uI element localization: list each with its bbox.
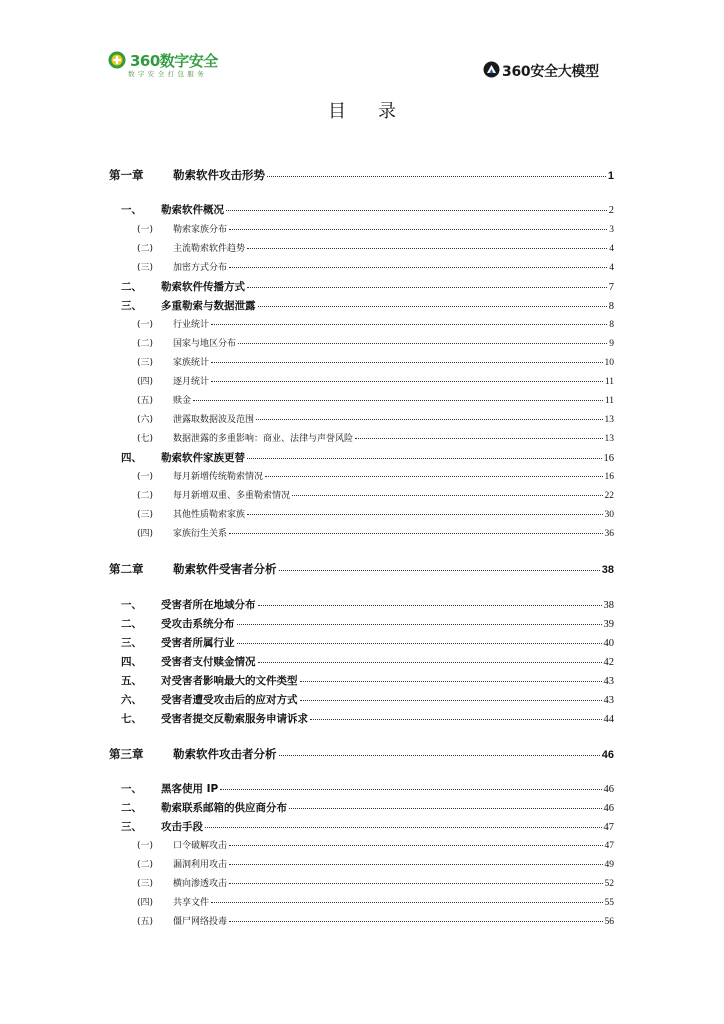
toc-entry-label: 勒索软件家族更替: [161, 452, 245, 464]
page-header: [0, 0, 724, 90]
toc-dot-leader: [355, 429, 602, 439]
toc-entry-page: 13: [604, 434, 614, 444]
toc-entry-sub[interactable]: [109, 507, 614, 520]
toc-entry-label: 每月新增传统勒索情况: [173, 472, 264, 482]
toc-entry-page: 1: [607, 170, 614, 182]
toc-entry-section[interactable]: [109, 616, 614, 631]
toc-entry-number: 第二章: [109, 562, 144, 576]
toc-entry-label: 僵尸网络投毒: [173, 917, 228, 927]
toc-dot-leader: [229, 524, 602, 534]
toc-entry-page: 2: [608, 205, 614, 216]
toc-entry-number: 一、: [121, 204, 142, 216]
toc-dot-leader: [211, 893, 602, 903]
toc-entry-section[interactable]: [109, 202, 614, 217]
toc-entry-page: 8: [608, 301, 614, 312]
shield-plus-icon: [108, 51, 126, 69]
toc-entry-number: (二): [137, 339, 154, 349]
toc-entry-label: 受攻击系统分布: [161, 618, 235, 630]
toc-entry-label: 受害者遭受攻击后的应对方式: [161, 694, 298, 706]
toc-dot-leader: [292, 486, 602, 496]
toc-dot-leader: [220, 780, 601, 790]
toc-entry-number: (三): [137, 358, 154, 368]
toc-entry-sub[interactable]: [109, 469, 614, 482]
toc-entry-label: 漏洞利用攻击: [173, 860, 228, 870]
toc-dot-leader: [247, 239, 607, 249]
toc-entry-section[interactable]: [109, 800, 614, 815]
toc-entry-number: 第一章: [109, 168, 144, 182]
toc-dot-leader: [310, 710, 602, 720]
toc-entry-section[interactable]: [109, 635, 614, 650]
toc-entry-sub[interactable]: [109, 431, 614, 444]
toc-entry-sub[interactable]: [109, 336, 614, 349]
toc-dot-leader: [237, 615, 602, 625]
toc-entry-page: 13: [604, 415, 614, 425]
toc-entry-section[interactable]: [109, 673, 614, 688]
toc-entry-page: 36: [604, 529, 614, 539]
toc-entry-sub[interactable]: [109, 914, 614, 927]
toc-entry-label: 勒索软件攻击形势: [173, 168, 265, 182]
toc-dot-leader: [205, 818, 602, 828]
toc-entry-page: 40: [603, 638, 614, 649]
toc-entry-section[interactable]: [109, 279, 614, 294]
toc-entry-number: (一): [137, 472, 154, 482]
toc-entry-number: 六、: [121, 694, 142, 706]
toc-entry-number: 一、: [121, 599, 142, 611]
toc-entry-sub[interactable]: [109, 393, 614, 406]
toc-dot-leader: [300, 672, 602, 682]
toc-entry-label: 泄露取数据波及范围: [173, 415, 255, 425]
toc-entry-label: 行业统计: [173, 320, 210, 330]
toc-entry-page: 46: [601, 749, 614, 761]
toc-entry-number: (二): [137, 860, 154, 870]
left-brand-name: 360数字安全: [130, 52, 218, 70]
toc-entry-number: (三): [137, 879, 154, 889]
toc-dot-leader: [193, 391, 603, 401]
toc-entry-sub[interactable]: [109, 412, 614, 425]
toc-entry-page: 16: [604, 472, 614, 482]
toc-entry-label: 受害者支付赎金情况: [161, 656, 256, 668]
toc-entry-section[interactable]: [109, 711, 614, 726]
toc-entry-label: 勒索软件攻击者分析: [173, 747, 277, 761]
toc-entry-label: 勒索家族分布: [173, 225, 228, 235]
toc-entry-page: 11: [604, 377, 614, 387]
toc-entry-label: 攻击手段: [161, 821, 203, 833]
toc-entry-number: 三、: [121, 821, 142, 833]
toc-entry-section[interactable]: [109, 819, 614, 834]
toc-dot-leader: [238, 334, 607, 344]
toc-entry-number: 二、: [121, 281, 142, 293]
toc-entry-label: 共享文件: [173, 898, 210, 908]
toc-entry-number: (五): [137, 396, 154, 406]
toc-entry-label: 勒索软件受害者分析: [173, 562, 277, 576]
toc-entry-section[interactable]: [109, 450, 614, 465]
toc-entry-sub[interactable]: [109, 260, 614, 273]
toc-entry-page: 46: [603, 803, 614, 814]
toc-entry-number: 三、: [121, 637, 142, 649]
toc-entry-page: 46: [603, 784, 614, 795]
toc-dot-leader: [265, 467, 602, 477]
toc-entry-page: 11: [604, 396, 614, 406]
toc-entry-label: 横向渗透攻击: [173, 879, 228, 889]
toc-entry-number: (二): [137, 491, 154, 501]
left-brand-slogan: 数字安全打包服务: [128, 70, 208, 78]
toc-entry-number: (一): [137, 225, 154, 235]
toc-entry-sub[interactable]: [109, 526, 614, 539]
toc-entry-page: 8: [609, 320, 614, 330]
toc-entry-sub[interactable]: [109, 317, 614, 330]
toc-entry-page: 22: [604, 491, 614, 501]
toc-entry-number: (四): [137, 898, 154, 908]
toc-entry-sub[interactable]: [109, 355, 614, 368]
toc-dot-leader: [267, 167, 606, 177]
toc-entry-label: 每月新增双重、多重勒索情况: [173, 491, 291, 501]
toc-entry-page: 43: [603, 695, 614, 706]
toc-dot-leader: [211, 315, 607, 325]
toc-dot-leader: [289, 799, 602, 809]
toc-entry-page: 38: [603, 600, 614, 611]
toc-entry-number: 第三章: [109, 747, 144, 761]
toc-entry-page: 9: [609, 339, 614, 349]
toc-entry-page: 44: [603, 714, 614, 725]
toc-dot-leader: [258, 297, 607, 307]
toc-dot-leader: [258, 653, 602, 663]
right-brand-name: 360安全大模型: [502, 64, 599, 80]
toc-dot-leader: [229, 855, 602, 865]
toc-entry-page: 47: [603, 822, 614, 833]
toc-entry-page: 16: [603, 453, 614, 464]
toc-dot-leader: [279, 561, 600, 571]
toc-entry-label: 逐月统计: [173, 377, 210, 387]
toc-entry-sub[interactable]: [109, 838, 614, 851]
toc-dot-leader: [247, 505, 602, 515]
model-logo-icon: [483, 61, 500, 78]
toc-entry-label: 家族统计: [173, 358, 210, 368]
toc-entry-label: 黑客使用 IP: [161, 783, 219, 795]
toc-entry-number: (三): [137, 263, 154, 273]
toc-entry-label: 受害者所属行业: [161, 637, 235, 649]
toc-entry-section[interactable]: [109, 597, 614, 612]
toc-dot-leader: [247, 278, 607, 288]
toc-entry-number: 二、: [121, 802, 142, 814]
toc-entry-page: 38: [601, 564, 614, 576]
toc-entry-page: 7: [608, 282, 614, 293]
toc-entry-label: 受害者所在地域分布: [161, 599, 256, 611]
toc-entry-label: 家族衍生关系: [173, 529, 228, 539]
toc-entry-page: 4: [609, 263, 614, 273]
toc-dot-leader: [229, 258, 607, 268]
toc-entry-page: 43: [603, 676, 614, 687]
toc-entry-page: 3: [609, 225, 614, 235]
toc-entry-page: 4: [609, 244, 614, 254]
toc-entry-number: 四、: [121, 452, 142, 464]
toc-entry-label: 对受害者影响最大的文件类型: [161, 675, 298, 687]
toc-dot-leader: [229, 874, 602, 884]
toc-entry-sub[interactable]: [109, 876, 614, 889]
toc-dot-leader: [300, 691, 602, 701]
toc-entry-number: 七、: [121, 713, 142, 725]
toc-entry-number: (五): [137, 917, 154, 927]
toc-dot-leader: [256, 410, 602, 420]
toc-entry-label: 主流勒索软件趋势: [173, 244, 246, 254]
toc-entry-sub[interactable]: [109, 222, 614, 235]
toc-dot-leader: [211, 353, 602, 363]
toc-entry-chapter[interactable]: [109, 746, 614, 762]
toc-entry-number: (三): [137, 510, 154, 520]
toc-entry-number: 二、: [121, 618, 142, 630]
toc-entry-number: (四): [137, 529, 154, 539]
toc-entry-page: 42: [603, 657, 614, 668]
toc-entry-number: 三、: [121, 300, 142, 312]
toc-entry-number: 四、: [121, 656, 142, 668]
toc-entry-label: 勒索软件传播方式: [161, 281, 245, 293]
toc-entry-number: (二): [137, 244, 154, 254]
toc-entry-sub[interactable]: [109, 374, 614, 387]
toc-dot-leader: [229, 836, 602, 846]
toc-entry-label: 勒索联系邮箱的供应商分布: [161, 802, 287, 814]
toc-entry-page: 52: [604, 879, 614, 889]
toc-entry-section[interactable]: [109, 654, 614, 669]
toc-entry-chapter[interactable]: [109, 167, 614, 183]
toc-entry-page: 49: [604, 860, 614, 870]
toc-entry-page: 56: [604, 917, 614, 927]
toc-entry-number: (一): [137, 320, 154, 330]
toc-entry-label: 多重勒索与数据泄露: [161, 300, 256, 312]
toc-dot-leader: [229, 220, 607, 230]
toc-entry-page: 47: [604, 841, 614, 851]
toc-dot-leader: [211, 372, 603, 382]
toc-entry-page: 30: [604, 510, 614, 520]
toc-entry-label: 口令破解攻击: [173, 841, 228, 851]
toc-entry-sub[interactable]: [109, 895, 614, 908]
toc-dot-leader: [279, 746, 600, 756]
toc-entry-page: 55: [604, 898, 614, 908]
toc-entry-label: 加密方式分布: [173, 263, 228, 273]
page-title: 目录: [328, 101, 428, 122]
toc-dot-leader: [226, 201, 607, 211]
toc-entry-label: 赎金: [173, 396, 192, 406]
toc-entry-number: 一、: [121, 783, 142, 795]
toc-entry-label: 勒索软件概况: [161, 204, 224, 216]
toc-entry-label: 其他性质勒索家族: [173, 510, 246, 520]
toc-entry-label: 受害者提交反勒索服务申请诉求: [161, 713, 308, 725]
toc-entry-number: (六): [137, 415, 154, 425]
toc-entry-page: 39: [603, 619, 614, 630]
toc-entry-section[interactable]: [109, 692, 614, 707]
toc-dot-leader: [229, 912, 602, 922]
toc-dot-leader: [237, 634, 602, 644]
toc-entry-number: (四): [137, 377, 154, 387]
toc-entry-section[interactable]: [109, 298, 614, 313]
toc-dot-leader: [258, 596, 602, 606]
toc-entry-label: 国家与地区分布: [173, 339, 237, 349]
toc-entry-sub[interactable]: [109, 241, 614, 254]
toc-entry-chapter[interactable]: [109, 561, 614, 577]
toc-entry-sub[interactable]: [109, 857, 614, 870]
toc-entry-number: 五、: [121, 675, 142, 687]
toc-entry-sub[interactable]: [109, 488, 614, 501]
toc-entry-number: (七): [137, 434, 154, 444]
toc-entry-number: (一): [137, 841, 154, 851]
toc-entry-page: 10: [604, 358, 614, 368]
toc-entry-section[interactable]: [109, 781, 614, 796]
toc-dot-leader: [247, 449, 602, 459]
toc-entry-label: 数据泄露的多重影响：商业、法律与声誉风险: [173, 434, 354, 444]
